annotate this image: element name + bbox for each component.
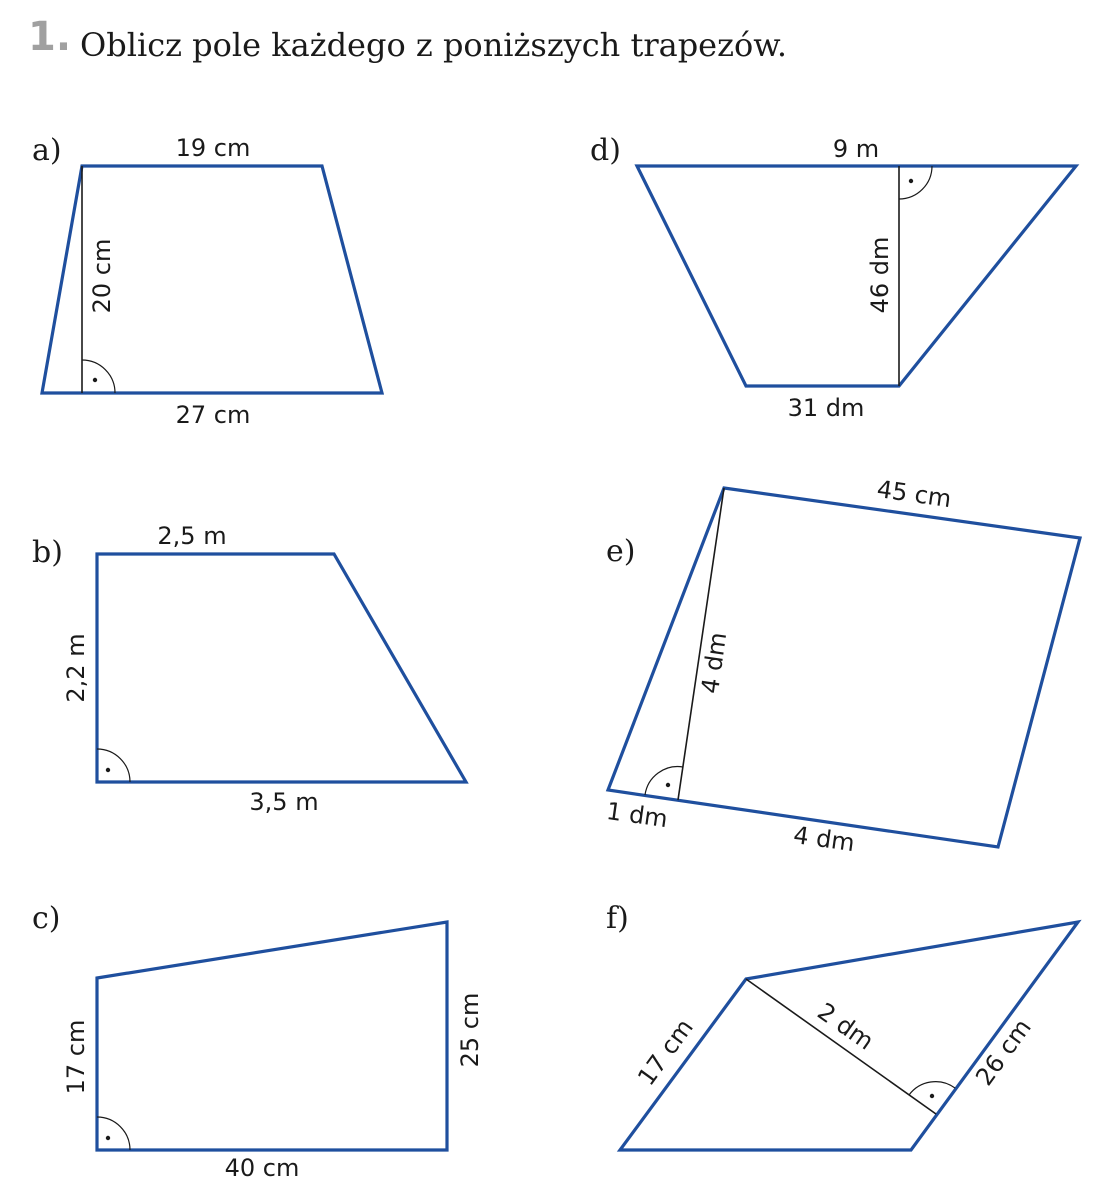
figure-a-letter: a) bbox=[32, 133, 62, 168]
figure-b-top-label: 2,5 m bbox=[157, 522, 227, 550]
figure-f bbox=[606, 901, 1078, 1150]
figure-a-height-label: 20 cm bbox=[88, 238, 116, 314]
figure-b-right-angle-mark bbox=[97, 749, 130, 782]
figure-a-top-label: 19 cm bbox=[175, 134, 251, 162]
figure-c-left-label: 17 cm bbox=[62, 1019, 90, 1095]
figure-d-right-angle-dot bbox=[909, 179, 913, 183]
figure-a bbox=[32, 133, 382, 429]
figure-c bbox=[32, 901, 484, 1182]
figure-f-left-label: 17 cm bbox=[632, 1013, 699, 1091]
figure-d-right-angle-mark bbox=[899, 166, 932, 199]
figure-f-right-label: 26 cm bbox=[970, 1013, 1037, 1091]
figure-b bbox=[32, 522, 466, 816]
figure-f-letter: f) bbox=[606, 901, 629, 936]
figure-d bbox=[590, 133, 1076, 422]
figure-e-letter: e) bbox=[606, 534, 636, 569]
figure-b-right-angle-dot bbox=[106, 768, 110, 772]
figure-e-top-label: 45 cm bbox=[875, 475, 954, 514]
figure-e-height-label: 4 dm bbox=[695, 630, 733, 696]
figure-c-right-label: 25 cm bbox=[456, 992, 484, 1068]
figure-b-height-label: 2,2 m bbox=[62, 633, 90, 703]
figure-f-height-line bbox=[746, 979, 936, 1114]
figure-d-height-label: 46 dm bbox=[866, 236, 894, 314]
figure-a-bottom-label: 27 cm bbox=[175, 401, 251, 429]
figure-b-bottom-label: 3,5 m bbox=[249, 788, 319, 816]
figure-b-trapezoid bbox=[97, 554, 466, 782]
figure-e bbox=[605, 475, 1080, 857]
figure-f-height-label: 2 dm bbox=[812, 997, 879, 1056]
figure-d-trapezoid bbox=[637, 166, 1076, 386]
figure-e-bottom-long-label: 4 dm bbox=[791, 820, 857, 858]
figure-e-right-angle-dot bbox=[666, 783, 670, 787]
figure-c-bottom-label: 40 cm bbox=[224, 1154, 300, 1182]
figure-d-bottom-label: 31 dm bbox=[787, 394, 865, 422]
figure-c-right-angle-mark bbox=[97, 1117, 130, 1150]
figure-a-right-angle-dot bbox=[93, 378, 97, 382]
figure-b-letter: b) bbox=[32, 535, 63, 570]
figure-d-top-label: 9 m bbox=[832, 135, 880, 163]
figure-d-letter: d) bbox=[590, 133, 621, 168]
figure-c-letter: c) bbox=[32, 901, 61, 936]
exercise-number: 1. bbox=[28, 14, 72, 60]
exercise-instruction: Oblicz pole każdego z poniższych trapezów. bbox=[80, 26, 787, 64]
figure-a-right-angle-mark bbox=[82, 360, 115, 393]
figure-c-trapezoid bbox=[97, 922, 447, 1150]
figure-c-right-angle-dot bbox=[106, 1136, 110, 1140]
figure-e-bottom-short-label: 1 dm bbox=[604, 796, 670, 834]
figure-f-right-angle-mark bbox=[909, 1082, 955, 1095]
figure-e-right-angle-mark bbox=[645, 767, 683, 795]
figure-f-right-angle-dot bbox=[930, 1094, 934, 1098]
